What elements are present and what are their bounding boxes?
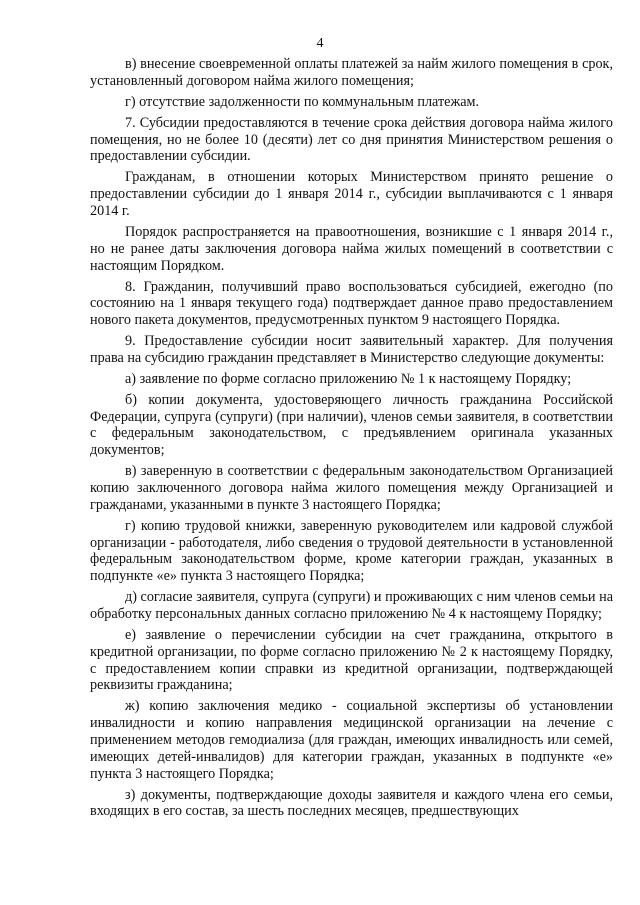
paragraph-7: 7. Субсидии предоставляются в течение срока действия договора найма жилого помещения, но не более 10 (десяти) лет со дня принятия Министерством решения о предоставлении субсидии.: [90, 114, 613, 165]
paragraph-7-citizens: Гражданам, в отношении которых Министерством принято решение о предоставлении субсидии до 1 января 2014 г., субсидии выплачиваются с 1 января 2014 г.: [90, 169, 613, 219]
paragraph-9g: г) копию трудовой книжки, заверенную руководителем или кадровой службой организации - работодателя, либо сведения о трудовой деятельности в установленной федеральным законодательством форме, кроме категории граждан, указанных в подпункте «е» пункта 3 настоящего Порядка;: [90, 517, 613, 585]
paragraph-9b: б) копии документа, удостоверяющего личность гражданина Российской Федерации, супруга (супруги) (при наличии), членов семьи заявителя, в соответствии с федеральным законодательством, с предъявлением оригинала указанных документов;: [90, 391, 613, 459]
paragraph-9z: з) документы, подтверждающие доходы заявителя и каждого члена его семьи, входящих в его состав, за шесть последних месяцев, предшествующих: [90, 786, 613, 820]
paragraph-3v: в) внесение своевременной оплаты платежей за найм жилого помещения в срок, установленный договором найма жилого помещения;: [90, 56, 613, 89]
paragraph-8: 8. Гражданин, получивший право воспользоваться субсидией, ежегодно (по состоянию на 1 января текущего года) подтверждает данное право предоставлением нового пакета документов, предусмотренных пунктом 9 настоящего Порядка.: [90, 278, 613, 329]
paragraph-7-procedure: Порядок распространяется на правоотношения, возникшие с 1 января 2014 г., но не ранее даты заключения договора найма жилых помещений в соответствии с настоящим Порядком.: [90, 223, 613, 274]
paragraph-9a: а) заявление по форме согласно приложению № 1 к настоящему Порядку;: [125, 370, 572, 387]
page-number: 4: [316, 36, 324, 51]
paragraph-9d: д) согласие заявителя, супруга (супруги) и проживающих с ним членов семьи на обработку персональных данных согласно приложению № 4 к настоящему Порядку;: [90, 589, 613, 622]
paragraph-3g: г) отсутствие задолженности по коммунальным платежам.: [125, 93, 480, 110]
document-body: [90, 56, 613, 824]
paragraph-9zh: ж) копию заключения медико - социальной экспертизы об установлении инвалидности и копию направления медицинской организации на лечение с применением методов гемодиализа (для граждан, имеющих инвалидность или семей, имеющих детей-инвалидов) для категории граждан, указанных в подпункте «е» пункта 3 настоящего Порядка;: [90, 698, 613, 782]
paragraph-9v: в) заверенную в соответствии с федеральным законодательством Организацией копию заключенного договора найма жилого помещения между Организацией и гражданами, указанными в пункте 3 настоящего Порядка;: [90, 463, 613, 513]
paragraph-9e: е) заявление о перечислении субсидии на счет гражданина, открытого в кредитной организации, по форме согласно приложению № 2 к настоящему Порядку, с предоставлением копии справки из кредитной организации, подтверждающей реквизиты гражданина;: [90, 626, 613, 694]
paragraph-9: 9. Предоставление субсидии носит заявительный характер. Для получения права на субсидию гражданин представляет в Министерство следующие документы:: [90, 333, 613, 366]
